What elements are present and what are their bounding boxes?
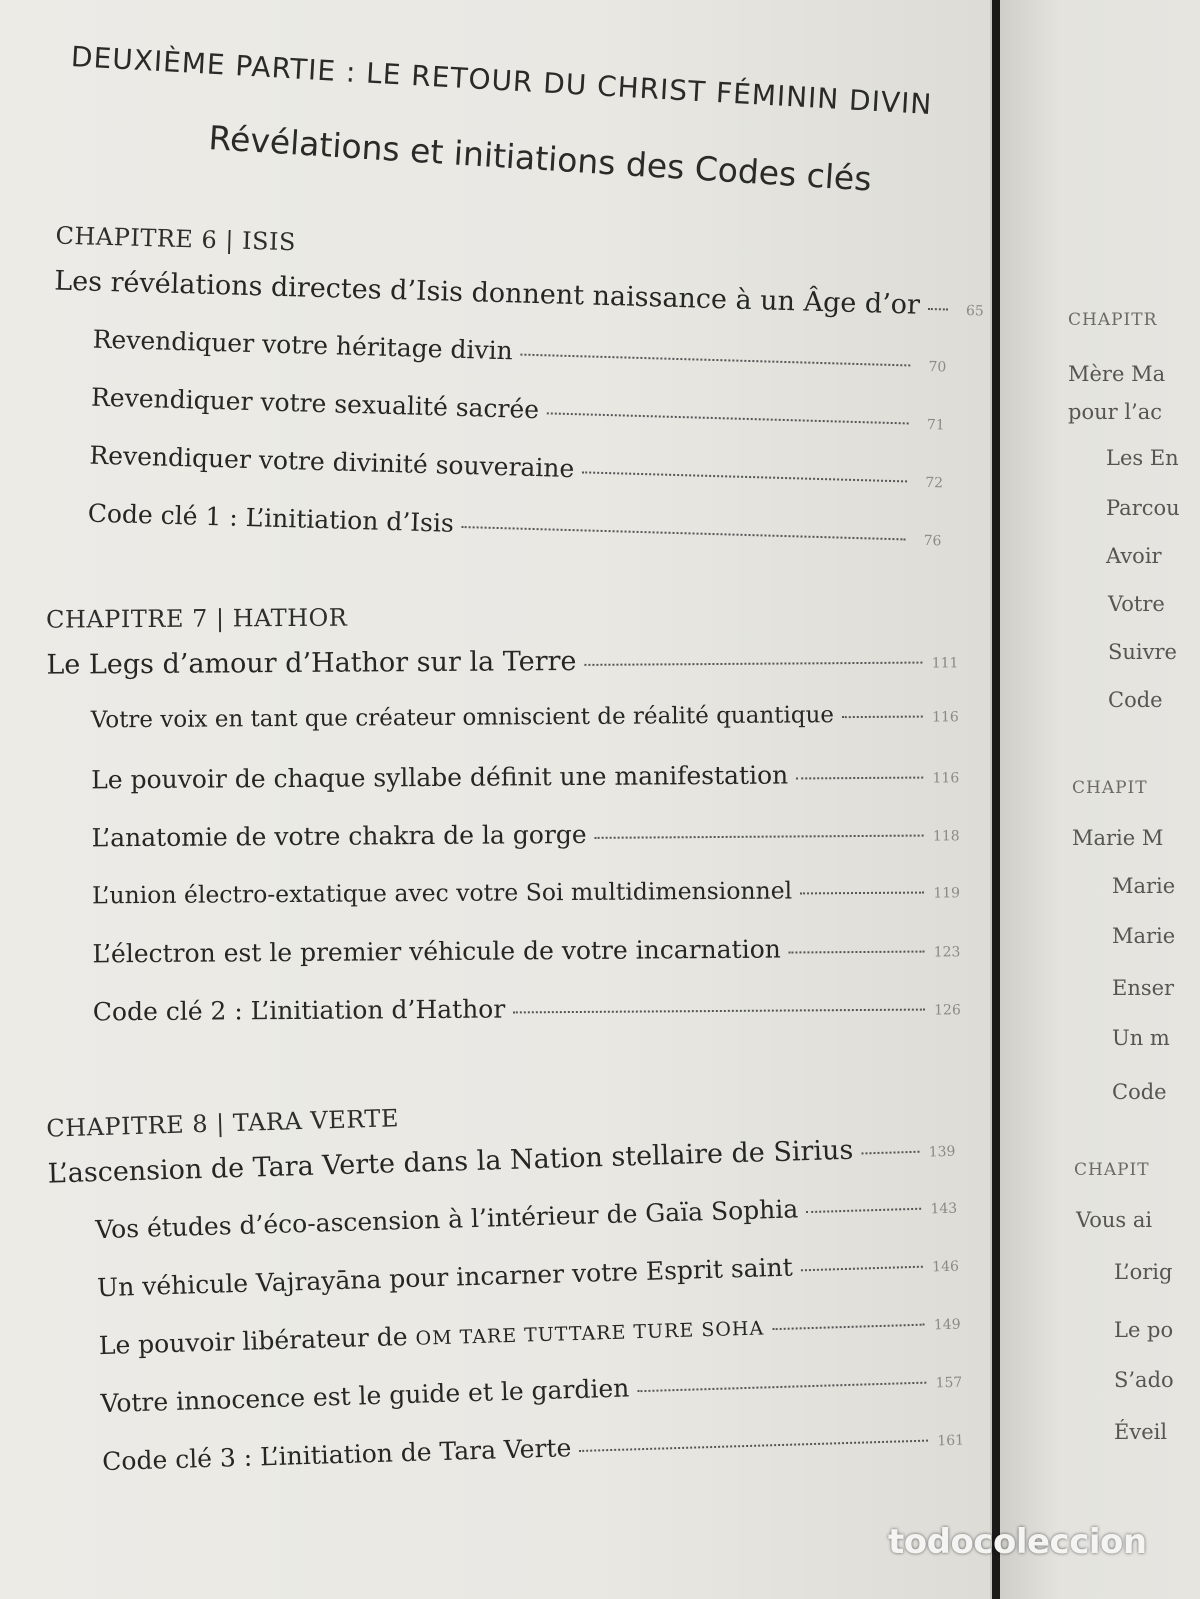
dot-leader (513, 1009, 925, 1014)
page-number: 157 (935, 1374, 963, 1392)
toc-entry-title: L’anatomie de votre chakra de la gorge (91, 819, 587, 853)
right-page-fragment: Code (1108, 688, 1163, 712)
toc-entry-title: L’ascension de Tara Verte dans la Nation stellaire de Sirius (47, 1134, 854, 1190)
right-page-fragment: Un m (1112, 1026, 1170, 1050)
toc-entry-title: Vos études d’éco-ascension à l’intérieur de Gaïa Sophia (94, 1194, 799, 1245)
dot-leader (521, 354, 911, 367)
toc-entry-title: Revendiquer votre héritage divin (92, 324, 514, 366)
page-number: 149 (933, 1316, 961, 1334)
watermark-logo: todocoleccion (888, 1522, 1147, 1562)
right-page-fragment: Marie (1112, 874, 1176, 898)
right-page-fragment: Enser (1112, 976, 1175, 1000)
chapter-heading: CHAPITRE 8 | TARA VERTE (45, 1104, 400, 1143)
chapter-heading: CHAPITRE 6 | ISIS (55, 221, 297, 257)
page-number: 139 (928, 1143, 956, 1161)
right-page-fragment: CHAPIT (1074, 1160, 1150, 1180)
right-page-fragment: Marie (1112, 924, 1176, 948)
part-title: DEUXIÈME PARTIE : LE RETOUR DU CHRIST FÉMININ DIVIN (70, 40, 934, 122)
dot-leader (789, 951, 925, 954)
toc-entry[interactable] (91, 701, 959, 765)
right-page-fragment: Le po (1114, 1318, 1174, 1342)
toc-entry[interactable] (92, 875, 960, 939)
toc-entry-title: L’union électro-extatique avec votre Soi multidimensionnel (91, 876, 793, 910)
page-number: 71 (926, 416, 945, 434)
chapter-8-block (0, 1087, 1001, 1508)
page-number: 118 (932, 828, 960, 845)
dot-leader (800, 892, 924, 895)
toc-entry-title: Votre voix en tant que créateur omniscient de réalité quantique (90, 702, 835, 734)
mantra-smallcaps: OM TARE TUTTARE TURE SOHA (415, 1317, 765, 1350)
dot-leader (861, 1151, 919, 1155)
dot-leader (579, 1440, 928, 1452)
right-page-fragment: Suivre (1108, 640, 1177, 664)
right-page-fragment: Éveil (1114, 1420, 1168, 1444)
toc-entry-title: Un véhicule Vajrayāna pour incarner votre Esprit saint (96, 1252, 794, 1303)
right-page-fragment: Les En (1106, 446, 1179, 470)
page-number: 65 (965, 303, 985, 320)
toc-entry[interactable] (93, 991, 961, 1055)
dot-leader (595, 835, 924, 839)
toc-entry[interactable] (92, 933, 960, 997)
toc-entry-title: L’électron est le premier véhicule de votre incarnation (92, 934, 781, 969)
page-number: 161 (937, 1432, 965, 1450)
page-number: 70 (928, 358, 947, 376)
page-number: 76 (923, 532, 942, 550)
right-page-fragment: CHAPIT (1072, 778, 1148, 798)
dot-leader (806, 1208, 921, 1213)
dot-leader (928, 308, 948, 311)
chapter-6-block (0, 220, 990, 582)
dot-leader (801, 1266, 923, 1272)
dot-leader (547, 412, 909, 424)
page-number: 126 (934, 1002, 961, 1019)
right-page-fragment: Parcou (1106, 496, 1180, 520)
right-page-fragment: CHAPITR (1068, 310, 1158, 330)
toc-entry-title: Votre innocence est le guide et le gardien (100, 1373, 630, 1419)
toc-main-entry[interactable] (46, 643, 958, 707)
page-number: 72 (924, 474, 944, 492)
dot-leader (582, 471, 907, 482)
toc-entry-title: Les révélations directes d’Isis donnent naissance à un Âge d’or (53, 265, 921, 321)
right-page-fragment: L’orig (1114, 1260, 1173, 1284)
dot-leader (462, 526, 906, 540)
part-subtitle: Révélations et initiations des Codes clés (207, 118, 873, 199)
page-number: 111 (931, 655, 959, 672)
toc-entry-title: Revendiquer votre sexualité sacrée (90, 382, 540, 425)
right-page-fragment: S’ado (1114, 1368, 1174, 1392)
toc-entry[interactable] (91, 759, 959, 823)
toc-entry[interactable] (92, 817, 960, 881)
right-page-fragment: Avoir (1106, 544, 1162, 568)
right-page-fragment: pour l’ac (1068, 400, 1162, 424)
toc-entry-title: Code clé 1 : L’initiation d’Isis (87, 498, 455, 538)
page-number: 123 (933, 944, 961, 961)
page-number: 143 (930, 1200, 958, 1218)
right-page-fragment: Marie M (1072, 826, 1164, 850)
right-page-fragment: Vous ai (1076, 1208, 1153, 1232)
dot-leader (772, 1324, 924, 1331)
dot-leader (584, 662, 922, 666)
dot-leader (842, 716, 923, 719)
toc-entry-title: Le pouvoir de chaque syllabe définit une manifestation (91, 760, 789, 795)
chapter-7-block (0, 599, 993, 1056)
page-number: 119 (933, 885, 961, 902)
right-page (1000, 0, 1200, 1599)
dot-leader (796, 777, 923, 780)
toc-entry-title-prefix: Le pouvoir libérateur de (98, 1322, 409, 1361)
right-page-fragment: Code (1112, 1080, 1167, 1104)
toc-entry-title: Code clé 2 : L’initiation d’Hathor (92, 994, 506, 1027)
page-number: 116 (932, 709, 959, 726)
dot-leader (637, 1382, 926, 1393)
toc-entry-title: Revendiquer votre divinité souveraine (89, 440, 575, 484)
chapter-heading: CHAPITRE 7 | HATHOR (45, 603, 348, 634)
right-page-fragment: Mère Ma (1068, 362, 1166, 386)
page-number: 116 (932, 770, 960, 787)
toc-entry-title: Le Legs d’amour d’Hathor sur la Terre (46, 645, 577, 681)
page-number: 146 (931, 1258, 960, 1276)
toc-entry-title: Code clé 3 : L’initiation de Tara Verte (101, 1433, 572, 1477)
right-page-fragment: Votre (1108, 592, 1165, 616)
